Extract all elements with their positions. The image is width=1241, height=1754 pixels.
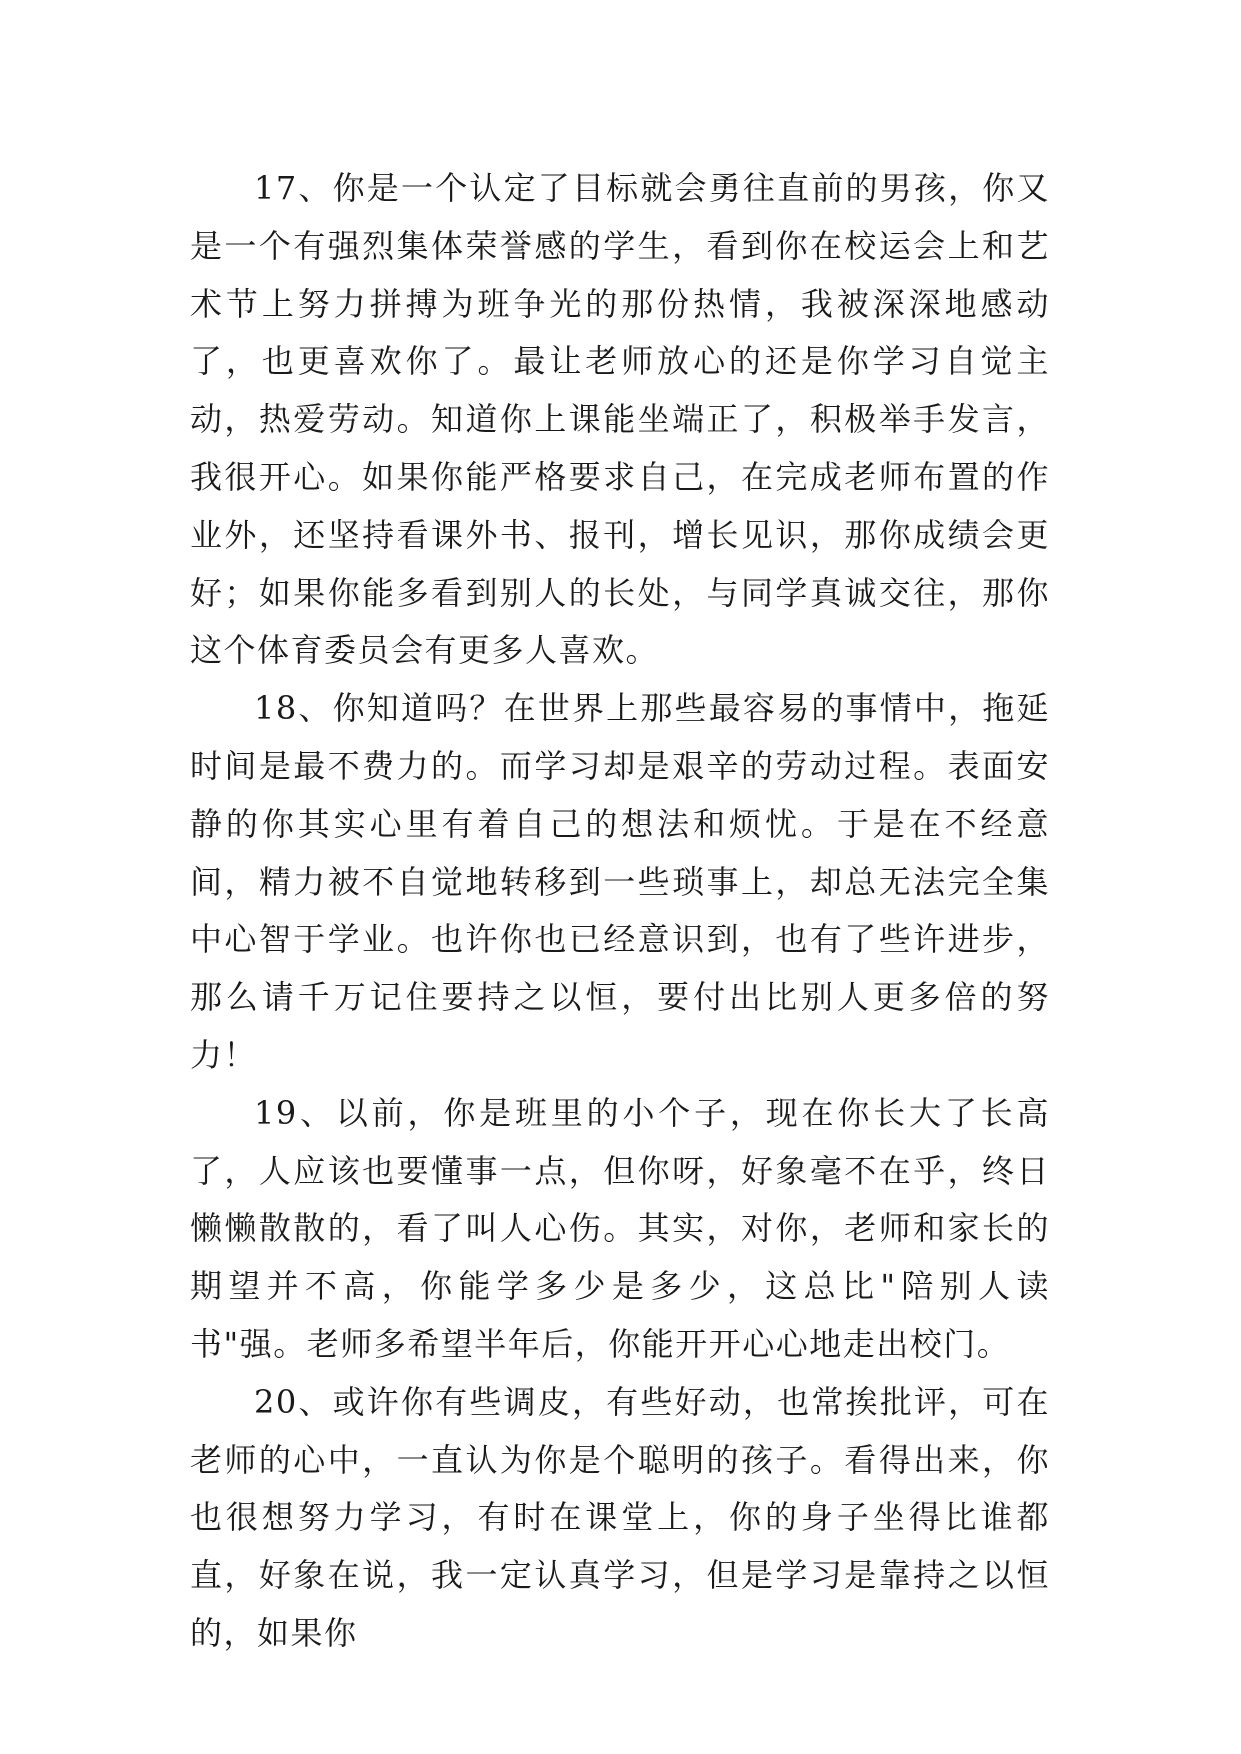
paragraph-20: 20、或许你有些调皮，有些好动，也常挨批评，可在老师的心中，一直认为你是个聪明的孩子。看得出来，你也很想努力学习，有时在课堂上，你的身子坐得比谁都直，好象在说，我一定认真学习，但是学习是靠持之以恒的，如果你 (190, 1382, 1050, 1652)
paragraph-19: 19、以前，你是班里的小个子，现在你长大了长高了，人应该也要懂事一点，但你呀，好象毫不在乎，终日懒懒散散的，看了叫人心伤。其实，对你，老师和家长的期望并不高，你能学多少是多少，这总比"陪别人读书"强。老师多希望半年后，你能开开心心地走出校门。 (190, 1093, 1050, 1363)
paragraph-18: 18、你知道吗？在世界上那些最容易的事情中，拖延时间是最不费力的。而学习却是艰辛的劳动过程。表面安静的你其实心里有着自己的想法和烦忧。于是在不经意间，精力被不自觉地转移到一些琐事上，却总无法完全集中心智于学业。也许你也已经意识到，也有了些许进步，那么请千万记住要持之以恒，要付出比别人更多倍的努力！ (190, 689, 1050, 1074)
document-body (190, 160, 1050, 1663)
paragraph-17: 17、你是一个认定了目标就会勇往直前的男孩，你又是一个有强烈集体荣誉感的学生，看到你在校运会上和艺术节上努力拼搏为班争光的那份热情，我被深深地感动了，也更喜欢你了。最让老师放心的还是你学习自觉主动，热爱劳动。知道你上课能坐端正了，积极举手发言，我很开心。如果你能严格要求自己，在完成老师布置的作业外，还坚持看课外书、报刊，增长见识，那你成绩会更好；如果你能多看到别人的长处，与同学真诚交往，那你这个体育委员会有更多人喜欢。 (190, 169, 1050, 670)
